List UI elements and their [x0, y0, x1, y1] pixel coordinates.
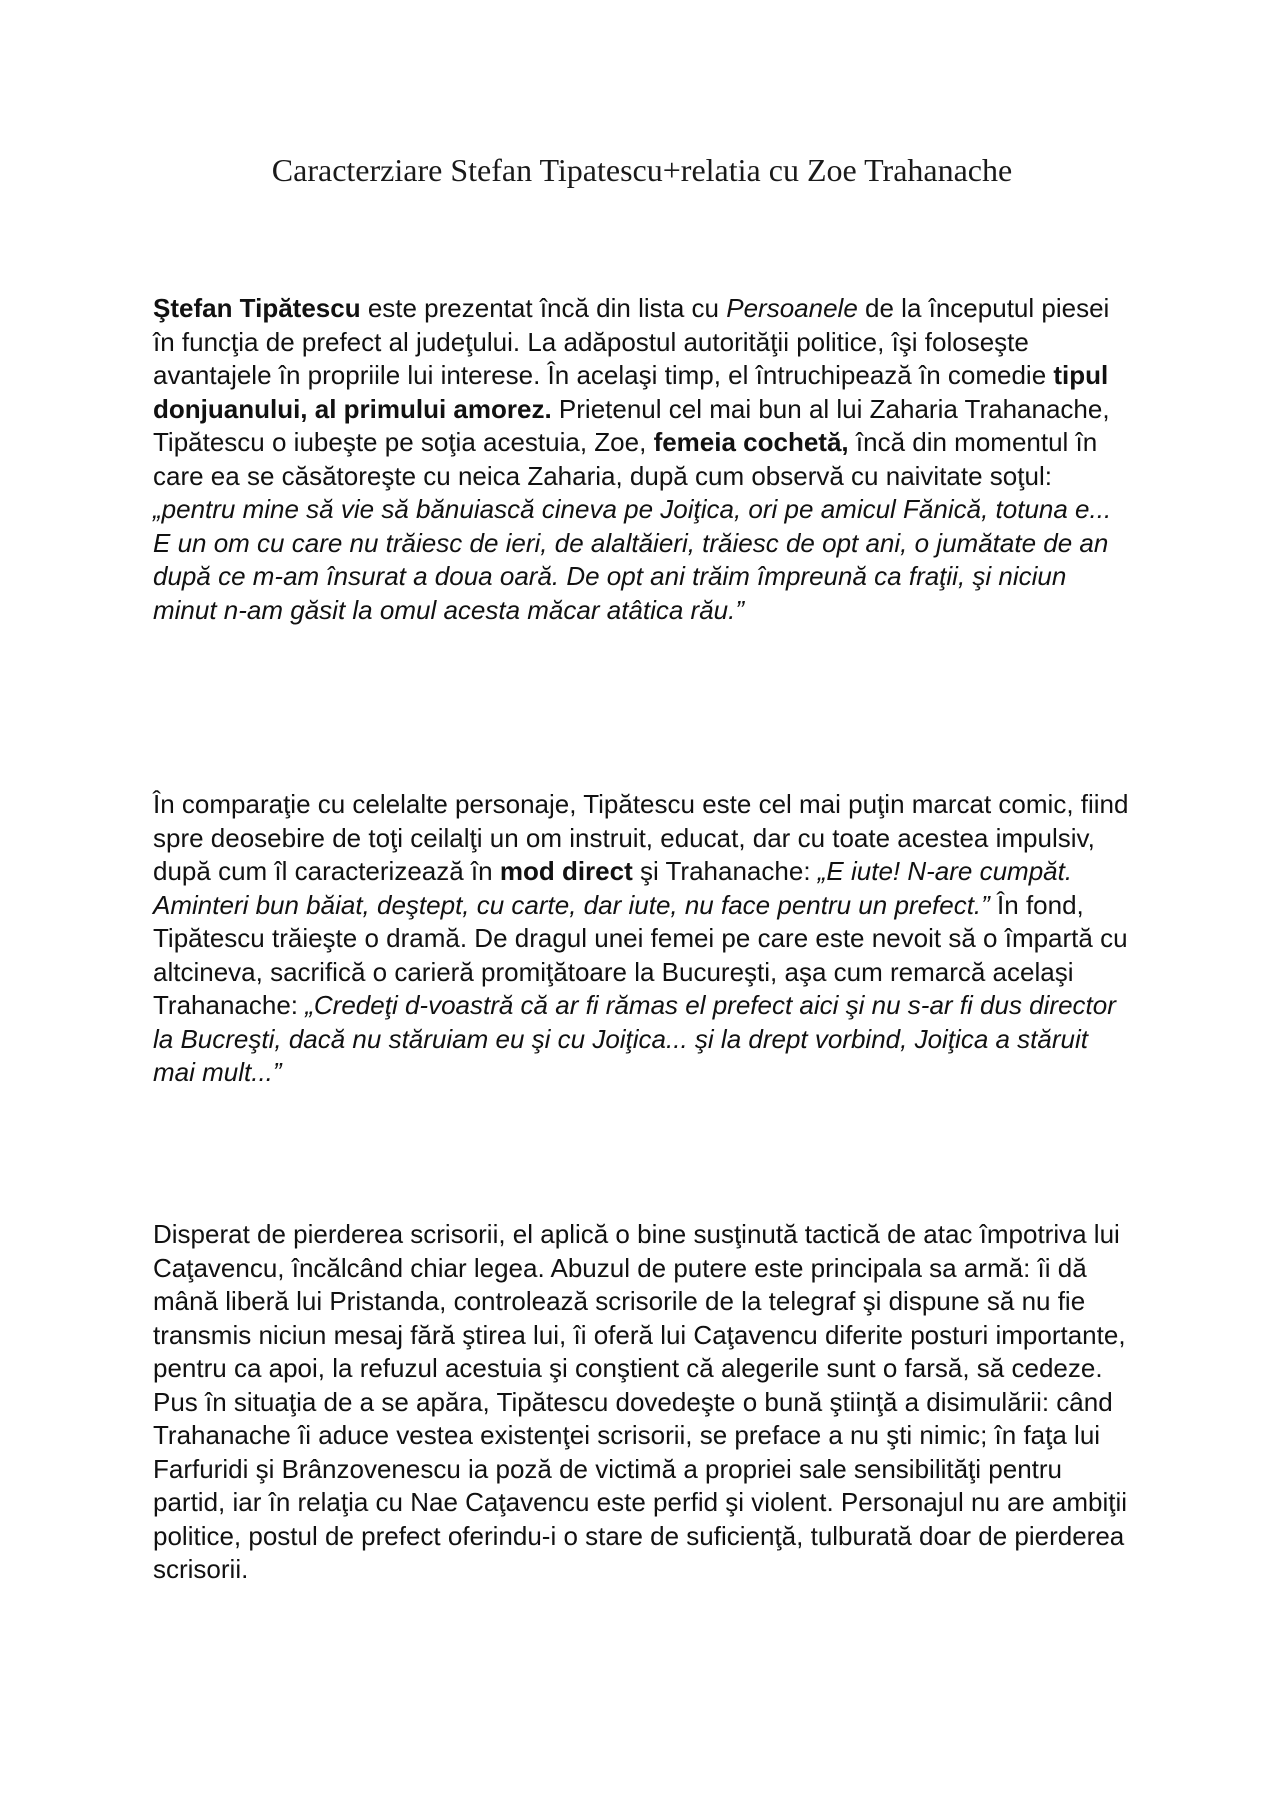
text-run: şi Trahanache: — [632, 856, 818, 886]
quote-run: „pentru mine să vie să bănuiască cineva pe Joiţica, ori pe amicul Fănică, totuna e... E un om cu care nu trăiesc de ieri, de alaltăieri, trăiesc de opt ani, o jumătate de an după ce m-am însurat a doua oară. De opt ani trăim împreună ca fraţii, şi niciun minut n-am găsit la omul acesta măcar atâtica rău.” — [153, 494, 1112, 625]
quote-run: „E iute! N-are cumpăt. Aminteri bun băiat, deştept, cu carte, dar iute, nu face pentru un prefect.” — [153, 856, 1073, 920]
document-title: Caracterziare Stefan Tipatescu+relatia cu Zoe Trahanache — [271, 152, 1013, 188]
text-run: Disperat de pierderea scrisorii, el aplică o bine susţinută tactică de atac împotriva lui Caţavencu, încălcând chiar legea. Abuzul de putere este principala sa armă: îi dă mână liberă lui Pristanda, controlează scrisorile de la telegraf şi dispune să nu fie transmis niciun mesaj fără ştirea lui, îi oferă lui Caţavencu diferite posturi importante, pentru ca apoi, la refuzul acestuia şi conştient că alegerile sunt o farsă, să cedeze. Pus în situaţia de a se apăra, Tipătescu dovedeşte o bună ştiinţă a disimulării: când Trahanache îi aduce vestea existenţei scrisorii, se preface a nu şti nimic; în faţa lui Farfuridi şi Brânzovenescu ia poză de victimă a propriei sale sensibilităţi pentru partid, iar în relaţia cu Nae Caţavencu este perfid şi violent. Personajul nu are ambiţii politice, postul de prefect oferindu-i o stare de suficienţă, tulburată doar de pierderea scrisorii. — [153, 1219, 1128, 1584]
quote-run: „Credeţi d-voastră că ar fi rămas el prefect aici şi nu s-ar fi dus director la Bucreşti, dacă nu stăruiam eu şi cu Joiţica... şi la drept vorbind, Joiţica a stăruit mai mult...” — [153, 990, 1116, 1087]
paragraph-3 — [153, 1218, 1133, 1587]
text-run: Persoanele — [726, 293, 858, 323]
text-run: mod direct — [499, 856, 633, 886]
text-run: încă din momentul în care ea se căsătoreşte cu neica Zaharia, după cum observă cu naivitate soţul: — [153, 427, 1098, 491]
paragraph-1 — [153, 292, 1133, 627]
text-run: de la începutul piesei în funcţia de prefect al judeţului. La adăpostul autorităţii politice, îşi foloseşte avantajele în propriile lui interese. În acelaşi timp, el întruchipează în comedie — [153, 293, 1110, 390]
text-run: tipul donjuanului, al primului amorez. — [153, 360, 1109, 424]
text-run: Prietenul cel mai bun al lui Zaharia Trahanache, Tipătescu o iubeşte pe soţia acestuia, Zoe, — [153, 393, 1110, 457]
text-run: În fond, Tipătescu trăieşte o dramă. De dragul unei femei pe care este nevoit să o împartă cu altcineva, sacrifică o carieră promiţătoare la Bucureşti, aşa cum remarcă acelaşi Trahanache: — [153, 889, 1128, 1020]
text-run: Ştefan Tipătescu — [153, 293, 361, 323]
text-run: este prezentat încă din lista cu — [360, 293, 727, 323]
text-run: femeia cochetă, — [653, 427, 849, 457]
paragraph-2 — [153, 788, 1133, 1090]
text-run: În comparaţie cu celelalte personaje, Tipătescu este cel mai puţin marcat comic, fiind spre deosebire de toţi ceilalţi un om instruit, educat, dar cu toate acestea impulsiv, după cum îl caracterizează în — [153, 789, 1129, 886]
